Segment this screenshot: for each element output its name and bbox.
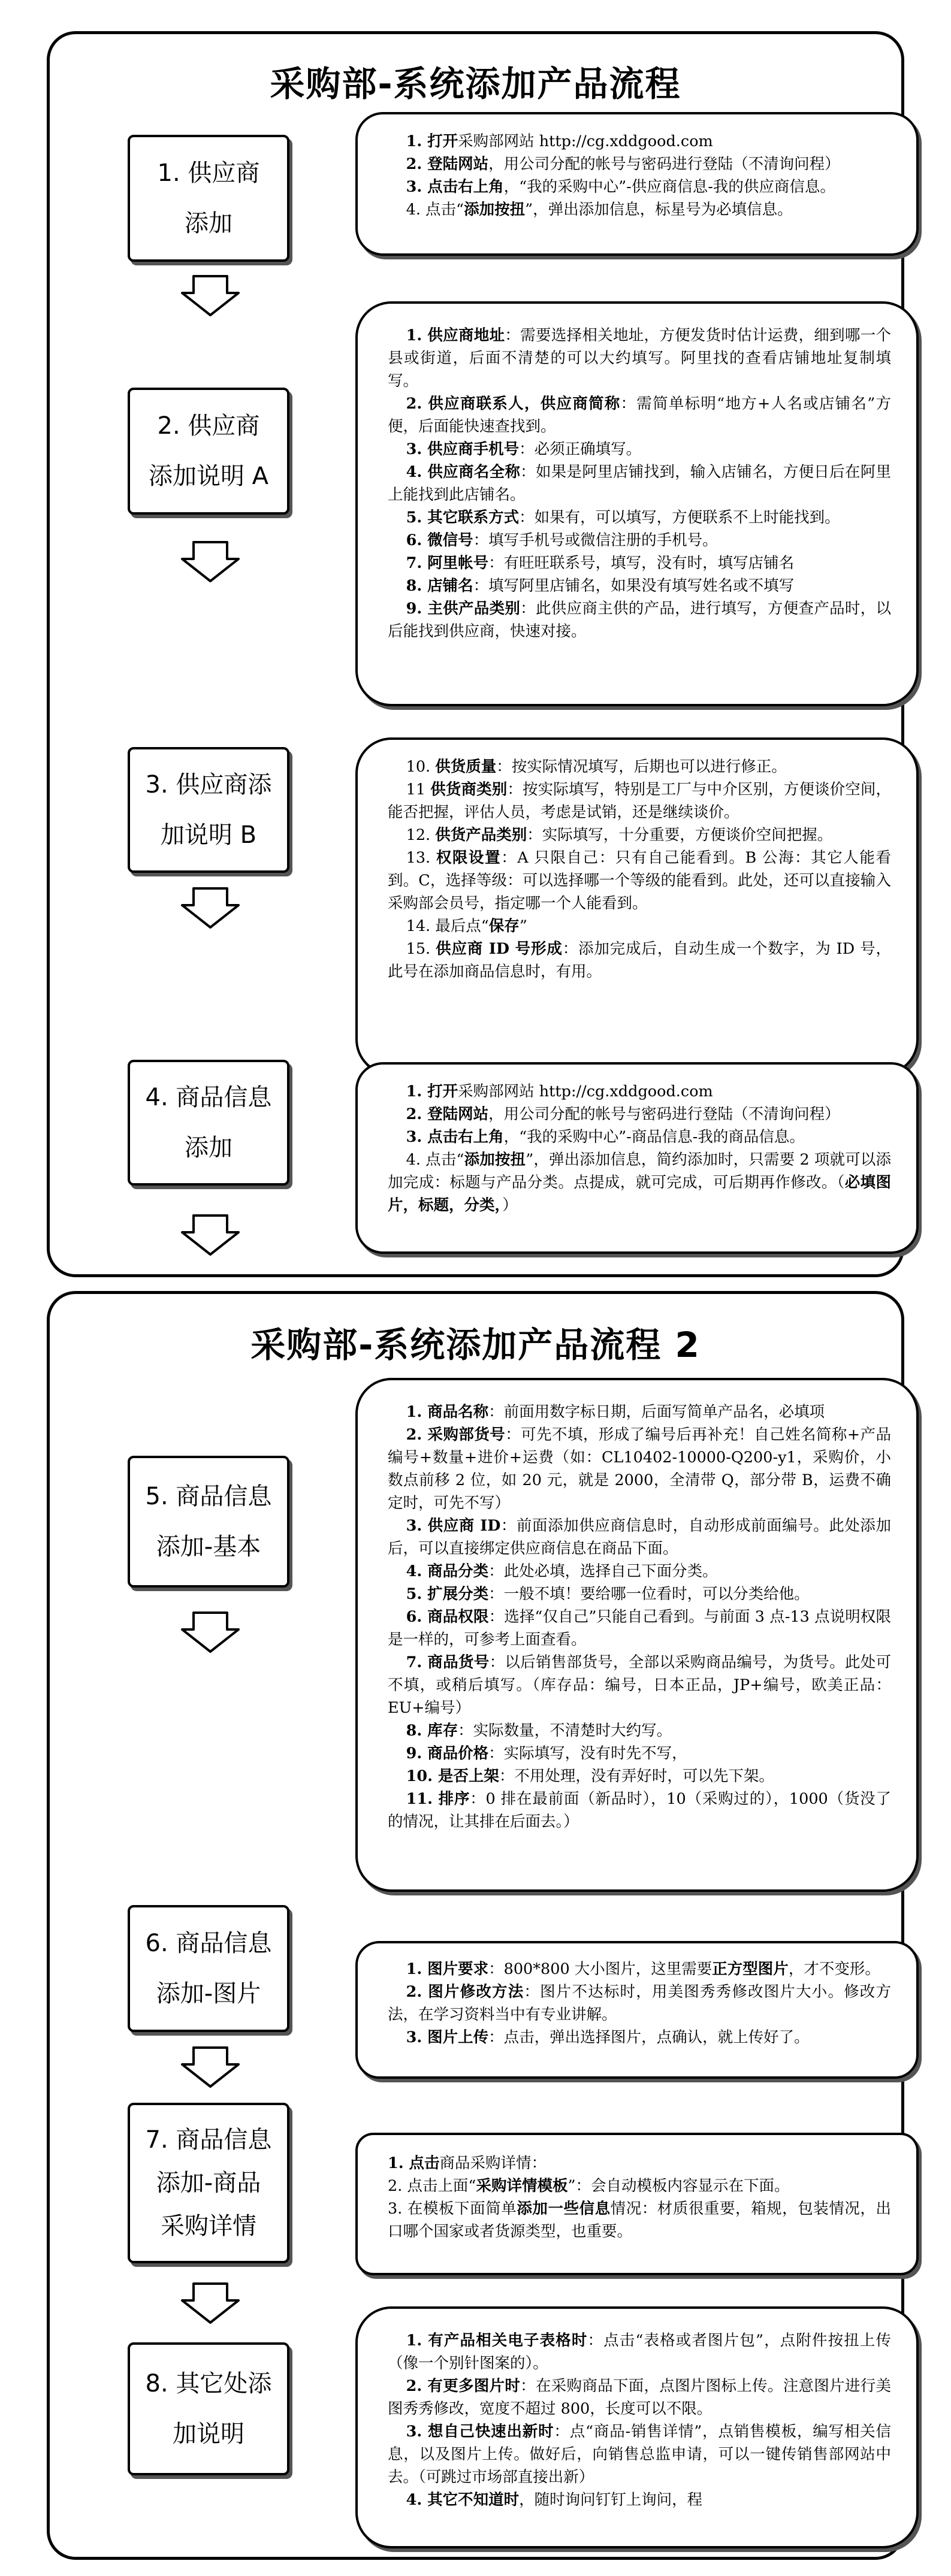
step-4-product-add: 4. 商品信息 添加 bbox=[128, 1060, 289, 1186]
detail-line: 6. 微信号：填写手机号或微信注册的手机号。 bbox=[406, 531, 718, 549]
down-arrow-icon bbox=[180, 275, 240, 317]
detail-line: 3. 图片上传：点击，弹出选择图片，点确认，就上传好了。 bbox=[406, 2028, 810, 2046]
detail-line: 4. 商品分类：此处必填，选择自己下面分类。 bbox=[406, 1562, 718, 1580]
step-2-supplier-note-a: 2. 供应商 添加说明 A bbox=[128, 388, 289, 515]
detail-line: 3. 供应商 ID：前面添加供应商信息时，自动形成前面编号。此处添加后，可以直接绑定供应商信息在商品下面。 bbox=[388, 1517, 891, 1558]
detail-line: 4. 点击“添加按扭”，弹出添加信息，简约添加时，只需要 2 项就可以添加完成：标题与产品分类。点提成，就可完成，可后期再作修改。（必填图片，标题，分类，） bbox=[388, 1151, 891, 1214]
step-8-other-notes: 8. 其它处添 加说明 bbox=[128, 2342, 289, 2475]
detail-line: 11 供货商类别：按实际填写，特别是工厂与中介区别，方便谈价空间，能否把握，评估人员，考虑是试销，还是继续谈价。 bbox=[388, 781, 891, 821]
down-arrow-icon bbox=[180, 1611, 240, 1653]
detail-line: 7. 商品货号：以后销售部货号，全部以采购商品编号，为货号。此处可不填，或稍后填写。（库存品：编号，日本正品，JP+编号，欧美正品：EU+编号） bbox=[388, 1653, 891, 1717]
detail-line: 6. 商品权限：选择“仅自己”只能自己看到。与前面 3 点-13 点说明权限是一样的，可参考上面查看。 bbox=[388, 1608, 892, 1649]
detail-line: 8. 店铺名：填写阿里店铺名，如果没有填写姓名或不填写 bbox=[406, 577, 795, 595]
detail-line: 1. 商品名称：前面用数字标日期，后面写简单产品名，必填项 bbox=[406, 1403, 825, 1421]
detail-line: 1. 打开采购部网站 http://cg.xddgood.com bbox=[406, 1083, 713, 1100]
detail-line: 2. 采购部货号：可先不填，形成了编号后再补充！自己姓名简称+产品编号+数量+进价+运费（如：CL10402-10000-Q200-y1，采购价，小数点前移 2 位，如 20 元，就是 2000，全清带 Q，部分带 B，运费不确定时，可先不写） bbox=[388, 1426, 891, 1512]
detail-line: 1. 图片要求：800*800 大小图片，这里需要正方型图片，才不变形。 bbox=[406, 1960, 880, 1978]
detail-line: 9. 商品价格：实际填写，没有时先不写， bbox=[406, 1744, 687, 1762]
step-3-detail bbox=[355, 737, 919, 1075]
detail-line: 9. 主供产品类别：此供应商主供的产品，进行填写，方便查产品时，以后能找到供应商，快速对接。 bbox=[388, 600, 891, 640]
step-8-detail bbox=[355, 2306, 919, 2548]
detail-line: 13. 权限设置：A 只限自己：只有自己能看到。B 公海：其它人能看到。C，选择等级：可以选择哪一个等级的能看到。此处，还可以直接输入采购部会员号，指定哪一个人能看到。 bbox=[388, 849, 891, 912]
step-7-purchase-detail: 7. 商品信息 添加-商品 采购详情 bbox=[128, 2103, 289, 2263]
detail-line: 10. 是否上架：不用处理，没有弄好时，可以先下架。 bbox=[406, 1767, 774, 1785]
down-arrow-icon bbox=[180, 541, 240, 583]
down-arrow-icon bbox=[180, 2046, 240, 2088]
detail-line: 5. 扩展分类：一般不填！要给哪一位看时，可以分类给他。 bbox=[406, 1585, 810, 1603]
detail-line: 3. 点击右上角，“我的采购中心”-供应商信息-我的供应商信息。 bbox=[406, 178, 835, 196]
detail-line: 2. 登陆网站，用公司分配的帐号与密码进行登陆（不清询问程） bbox=[406, 155, 840, 173]
detail-line: 4. 供应商名全称：如果是阿里店铺找到，输入店铺名，方便日后在阿里上能找到此店铺名。 bbox=[388, 463, 891, 504]
detail-line: 3. 在模板下面简单添加一些信息情况：材质很重要，箱规，包装情况，出口哪个国家或者货源类型，也重要。 bbox=[388, 2200, 891, 2241]
step-6-product-images: 6. 商品信息 添加-图片 bbox=[128, 1905, 289, 2032]
detail-line: 1. 有产品相关电子表格时：点击“表格或者图片包”，点附件按扭上传（像一个别针图案的）。 bbox=[388, 2332, 891, 2372]
detail-line: 15. 供应商 ID 号形成：添加完成后，自动生成一个数字，为 ID 号，此号在添加商品信息时，有用。 bbox=[388, 940, 891, 981]
step-5-detail bbox=[355, 1378, 919, 1892]
down-arrow-icon bbox=[180, 887, 240, 929]
down-arrow-icon bbox=[180, 1214, 240, 1256]
detail-line: 5. 其它联系方式：如果有，可以填写，方便联系不上时能找到。 bbox=[406, 509, 840, 527]
section-1-frame bbox=[47, 31, 904, 1277]
detail-line: 2. 点击上面“采购详情模板”：会自动模板内容显示在下面。 bbox=[388, 2177, 790, 2195]
detail-line: 2. 供应商联系人，供应商简称：需简单标明“地方+人名或店铺名”方便，后面能快速查找到。 bbox=[388, 395, 891, 436]
step-3-supplier-note-b: 3. 供应商添 加说明 B bbox=[128, 747, 289, 873]
detail-line: 2. 登陆网站，用公司分配的帐号与密码进行登陆（不清询问程） bbox=[406, 1105, 840, 1123]
detail-line: 3. 供应商手机号：必须正确填写。 bbox=[406, 440, 642, 458]
detail-line: 3. 想自己快速出新时：点“商品-销售详情”，点销售模板，编写相关信息，以及图片上传。做好后，向销售总监申请，可以一键传销售部网站中去。（可跳过市场部直接出新） bbox=[388, 2423, 891, 2486]
detail-line: 3. 点击右上角，“我的采购中心”-商品信息-我的商品信息。 bbox=[406, 1128, 805, 1146]
detail-line: 11. 排序：0 排在最前面（新品时），10（采购过的），1000（货没了的情况，让其排在后面去。） bbox=[388, 1790, 891, 1831]
detail-line: 10. 供货质量：按实际情况填写，后期也可以进行修正。 bbox=[406, 758, 787, 776]
step-6-detail bbox=[355, 1941, 919, 2079]
detail-line: 8. 库存：实际数量，不清楚时大约写。 bbox=[406, 1722, 672, 1740]
detail-line: 12. 供货产品类别：实际填写，十分重要，方便谈价空间把握。 bbox=[406, 826, 833, 844]
detail-line: 4. 点击“添加按扭”，弹出添加信息，标星号为必填信息。 bbox=[406, 201, 793, 219]
detail-line: 1. 供应商地址：需要选择相关地址，方便发货时估计运费，细到哪一个县或街道，后面不清楚的可以大约填写。阿里找的查看店铺地址复制填写。 bbox=[388, 326, 891, 390]
detail-line: 1. 打开采购部网站 http://cg.xddgood.com bbox=[406, 132, 713, 150]
section-2-title: 采购部-系统添加产品流程 2 bbox=[250, 1325, 701, 1365]
step-1-detail bbox=[355, 112, 919, 256]
section-2-frame bbox=[47, 1291, 904, 2560]
detail-line: 2. 有更多图片时：在采购商品下面，点图片图标上传。注意图片进行美图秀秀修改，宽度不超过 800，长度可以不限。 bbox=[388, 2377, 891, 2418]
step-2-detail bbox=[355, 301, 919, 706]
step-1-supplier-add: 1. 供应商 添加 bbox=[128, 135, 289, 262]
step-7-detail bbox=[355, 2133, 919, 2275]
detail-line: 7. 阿里帐号：有旺旺联系号，填写，没有时，填写店铺名 bbox=[406, 554, 795, 572]
section-1-title: 采购部-系统添加产品流程 bbox=[270, 64, 681, 104]
step-5-product-basic: 5. 商品信息 添加-基本 bbox=[128, 1456, 289, 1588]
step-4-detail bbox=[355, 1062, 919, 1254]
detail-line: 2. 图片修改方法：图片不达标时，用美图秀秀修改图片大小。修改方法，在学习资料当中有专业讲解。 bbox=[388, 1983, 891, 2024]
down-arrow-icon bbox=[180, 2282, 240, 2324]
detail-line: 1. 点击商品采购详情： bbox=[388, 2154, 547, 2172]
detail-line: 14. 最后点“保存” bbox=[406, 917, 527, 935]
detail-line: 4. 其它不知道时，随时询问钉钉上询问，程 bbox=[406, 2491, 703, 2509]
